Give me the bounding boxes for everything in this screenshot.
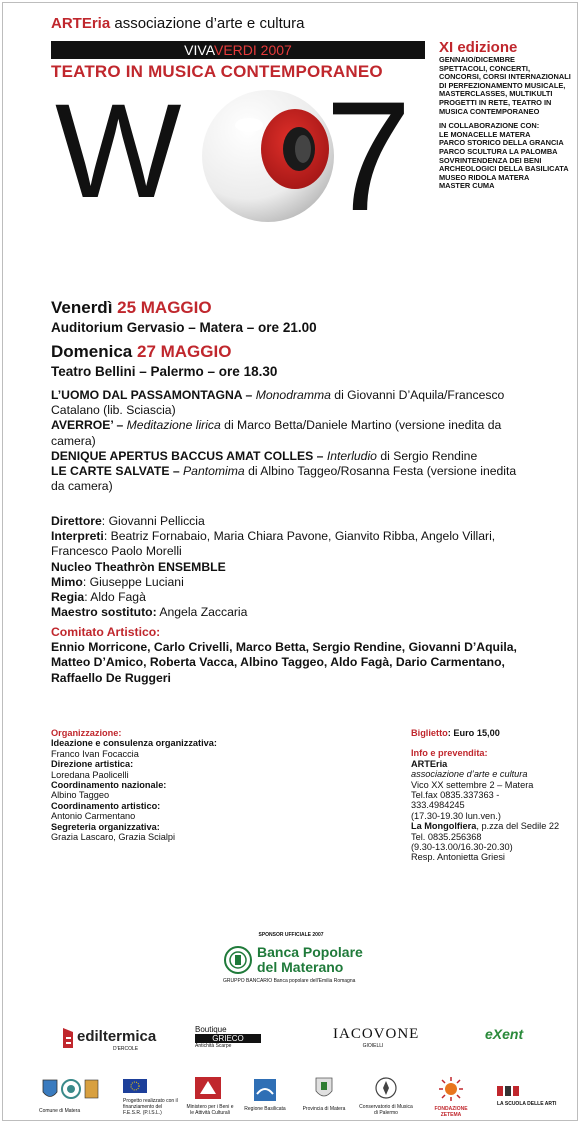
- conservatorio-text: Conservatorio di Musica di Palermo: [359, 1104, 413, 1116]
- sponsor-label: SPONSOR UFFICIALE 2007: [258, 932, 324, 938]
- regione-text: Regione Basilicata: [244, 1106, 286, 1112]
- edition-line: MUSICA CONTEMPORANEO: [439, 106, 540, 116]
- provincia-logo: [301, 1077, 347, 1119]
- bank-name: [257, 945, 363, 975]
- edition-line: PROGETTI IN RETE, TEATRO IN: [439, 97, 552, 107]
- conservatorio-logo: [359, 1077, 413, 1119]
- info-line: 333.4984245: [411, 800, 465, 811]
- ticket-label: Biglietto: [411, 728, 448, 738]
- ticket-price: [411, 728, 571, 738]
- event-dates: [51, 297, 317, 385]
- organization-description: associazione d’arte e cultura: [110, 15, 305, 32]
- header-organization: [51, 15, 304, 32]
- edition-title: XI edizione: [439, 39, 518, 56]
- credit-names: : Giovanni Pelliccia: [101, 514, 205, 528]
- ediltermica-sub: D'ERCOLE: [113, 1046, 139, 1052]
- organization-title: Organizzazione:: [51, 728, 122, 738]
- credit-role: Direttore: [51, 514, 102, 528]
- exent-logo: [485, 1026, 535, 1046]
- edition-line: MASTERCLASSES, MULTIKULTI: [439, 89, 553, 99]
- program-genre: Interludio: [326, 448, 377, 463]
- scuola-arti-logo: [497, 1083, 557, 1113]
- credit-names: : Beatriz Fornabaio, Maria Chiara Pavone, Gianvito Ribba, Angelo Villari, Francesco Paolo Morelli: [51, 529, 496, 559]
- organization-person: Franco Ivan Focaccia: [51, 748, 139, 759]
- program-genre: Pantomima: [183, 464, 245, 479]
- organization-role: Ideazione e consulenza organizzativa:: [51, 738, 217, 749]
- ticket-info-section: [411, 728, 571, 863]
- collaboration-title: IN COLLABORAZIONE CON:: [439, 121, 540, 131]
- edition-line: GENNAIO/DICEMBRE: [439, 55, 515, 64]
- info-line: Vico XX settembre 2 – Matera: [411, 779, 534, 790]
- eu-flag-icon: [123, 1079, 147, 1093]
- committee-title: Comitato Artistico:: [51, 625, 161, 639]
- credit-role: Interpreti: [51, 529, 104, 544]
- edition-info: [439, 40, 578, 191]
- provincia-text: Provincia di Matera: [302, 1106, 346, 1112]
- collaboration-line: PARCO SCULTURA LA PALOMBA: [439, 146, 558, 156]
- ediltermica-logo: [61, 1026, 157, 1052]
- collaboration-line: MASTER CUMA: [439, 181, 495, 191]
- edition-line: CONCORSI, CORSI INTERNAZIONALI: [439, 72, 571, 82]
- organization-person: Albino Taggeo: [51, 790, 110, 801]
- info-line: Tel.fax 0835.337363 -: [411, 790, 500, 801]
- program-title: DENIQUE APERTUS BACCUS AMAT COLLES –: [51, 448, 327, 463]
- coat-of-arms-icon: [39, 1077, 101, 1103]
- regione-logo: [243, 1079, 287, 1119]
- edition-line: DI PERFEZIONAMENTO MUSICALE,: [439, 80, 566, 90]
- grieco-sub: Antichità Scarpe: [195, 1043, 232, 1049]
- brand-name: ARTEria: [51, 15, 111, 32]
- conservatorio-icon: [375, 1077, 397, 1099]
- grieco-boutique: Boutique: [195, 1025, 227, 1034]
- event-day: 25 MAGGIO: [117, 298, 212, 317]
- program-genre: Monodramma: [255, 388, 331, 402]
- event-weekday: Domenica: [51, 342, 137, 361]
- event-venue: Auditorium Gervasio – Matera – ore 21.00: [51, 320, 317, 335]
- ediltermica-name: ediltermica: [77, 1028, 157, 1045]
- fesr-logo: [123, 1079, 179, 1119]
- scuola-text: LA SCUOLA DELLE ARTI: [497, 1101, 557, 1107]
- verdi-text: VERDI 2007: [214, 42, 292, 58]
- credits-list: [51, 514, 521, 620]
- organization-section: [51, 728, 311, 842]
- credit-names: : Aldo Fagà: [84, 590, 146, 605]
- collaboration-line: SOVRINTENDENZA DEI BENI: [439, 155, 542, 165]
- organization-role: Direzione artistica:: [51, 759, 134, 770]
- eyeball-image: [199, 87, 337, 225]
- grieco-name: GRIECO: [195, 1034, 261, 1043]
- bank-emblem-icon: [223, 945, 253, 975]
- info-line: Tel. 0835.256368: [411, 831, 482, 842]
- credit-role: Nucleo Theathròn ENSEMBLE: [51, 559, 226, 574]
- credit-item: [51, 575, 521, 590]
- fesr-text: Progetto realizzato con il finanziamento del F.E.S.R. (P.I.S.L.): [123, 1098, 178, 1116]
- program-title: LE CARTE SALVATE –: [51, 464, 184, 479]
- event-date: [51, 341, 317, 362]
- credit-role: Regia: [51, 590, 85, 605]
- program-item: [51, 418, 521, 448]
- viva-text: VIVA: [184, 42, 214, 58]
- viva-verdi-banner: [51, 41, 425, 59]
- exent-name: eXent: [485, 1026, 524, 1042]
- event-weekday: Venerdì: [51, 298, 118, 317]
- program-authors: di Sergio Rendine: [376, 448, 478, 463]
- comune-name: Comune di Matera: [39, 1108, 81, 1114]
- zetema-logo: [425, 1077, 477, 1119]
- regione-icon: [254, 1079, 276, 1101]
- info-venue-address: , p.zza del Sedile 22: [476, 821, 560, 832]
- program-list: [51, 388, 521, 494]
- artistic-committee: [51, 625, 521, 686]
- zetema-text: FONDAZIONE ZETEMA: [434, 1106, 468, 1118]
- ministero-icon: [195, 1077, 221, 1099]
- comune-matera-logo: [39, 1077, 101, 1117]
- ministero-logo: [185, 1077, 235, 1119]
- info-line: (9.30-13.00/16.30-20.30): [411, 842, 513, 853]
- credit-item: [51, 590, 521, 605]
- organization-role: Segreteria organizzativa:: [51, 821, 160, 832]
- bank-logo: [223, 943, 373, 993]
- sun-icon: [437, 1077, 465, 1101]
- collaboration-line: LE MONACELLE MATERA: [439, 129, 531, 139]
- program-authors: di Albino Taggeo/Rosanna Festa (versione inedita da camera): [51, 464, 517, 494]
- organization-role: Coordinamento nazionale:: [51, 780, 167, 791]
- credit-item: [51, 560, 521, 575]
- info-title: Info e prevendita:: [411, 748, 488, 759]
- info-org-desc: associazione d’arte e cultura: [411, 769, 528, 780]
- ministero-text: Ministero per i Beni e le Attività Culturali: [186, 1104, 234, 1116]
- info-org-name: ARTEria: [411, 758, 448, 769]
- program-item: [51, 464, 521, 494]
- credit-item: [51, 529, 521, 559]
- grieco-logo: [195, 1025, 265, 1057]
- big-letter-w: W: [55, 77, 176, 226]
- organization-person: Grazia Lascaro, Grazia Scialpi: [51, 832, 176, 843]
- ediltermica-icon: [61, 1028, 75, 1048]
- event-date: [51, 297, 317, 318]
- credit-role: Maestro sostituto:: [51, 605, 157, 620]
- iacovone-name: IACOVONE: [333, 1026, 420, 1042]
- organization-role: Coordinamento artistico:: [51, 800, 161, 811]
- bank-group: GRUPPO BANCARIO Banca popolare dell'Emilia Romagna: [223, 978, 356, 984]
- program-title: L’UOMO DAL PASSAMONTAGNA –: [51, 388, 256, 402]
- iacovone-logo: [333, 1026, 420, 1050]
- collaboration-line: PARCO STORICO DELLA GRANCIA: [439, 138, 564, 148]
- collaboration-line: ARCHEOLOGICI DELLA BASILICATA: [439, 164, 569, 174]
- credit-item: [51, 605, 521, 620]
- program-authors: di Marco Betta/Daniele Martino (versione inedita da camera): [51, 418, 502, 448]
- program-authors: di Giovanni D’Aquila/Francesco Catalano (lib. Sciascia): [51, 388, 505, 418]
- info-venue-name: La Mongolfiera: [411, 821, 477, 832]
- big-number-7: 7: [325, 70, 412, 244]
- info-venue: [411, 821, 571, 831]
- event-day: 27 MAGGIO: [136, 342, 232, 361]
- credit-names: Angela Zaccaria: [156, 605, 248, 620]
- festival-subtitle: TEATRO IN MUSICA CONTEMPORANEO: [51, 62, 383, 81]
- collaboration-line: MUSEO RIDOLA MATERA: [439, 172, 530, 182]
- poster: [2, 2, 578, 1121]
- credit-names: : Giuseppe Luciani: [82, 574, 184, 589]
- iacovone-sub: GIOIELLI: [362, 1043, 384, 1049]
- credit-item: [51, 514, 521, 529]
- info-line: (17.30-19.30 lun.ven.): [411, 810, 501, 821]
- committee-names: Ennio Morricone, Carlo Crivelli, Marco Betta, Sergio Rendine, Giovanni D’Aquila, Matteo D’Amico, Roberta Vacca, Albino Taggeo, Aldo Fagà, Dario Carmentano, Raffaello De Ruggeri: [51, 640, 517, 685]
- provincia-shield-icon: [315, 1077, 333, 1101]
- credit-role: Mimo: [51, 574, 83, 589]
- program-title: AVERROE’ –: [51, 418, 127, 433]
- program-genre: Meditazione lirica: [126, 418, 221, 433]
- info-line: Resp. Antonietta Griesi: [411, 852, 505, 863]
- edition-line: SPETTACOLI, CONCERTI,: [439, 63, 531, 73]
- ticket-value: : Euro 15,00: [447, 728, 500, 738]
- event-venue: Teatro Bellini – Palermo – ore 18.30: [51, 364, 278, 379]
- organization-person: Loredana Paolicelli: [51, 769, 129, 780]
- program-item: [51, 388, 521, 418]
- bank-name-line: Banca Popolare: [257, 944, 363, 960]
- program-item: [51, 449, 521, 464]
- organization-person: Antonio Carmentano: [51, 811, 136, 822]
- bank-name-line: del Materano: [257, 959, 344, 975]
- scuola-icon: [497, 1086, 519, 1096]
